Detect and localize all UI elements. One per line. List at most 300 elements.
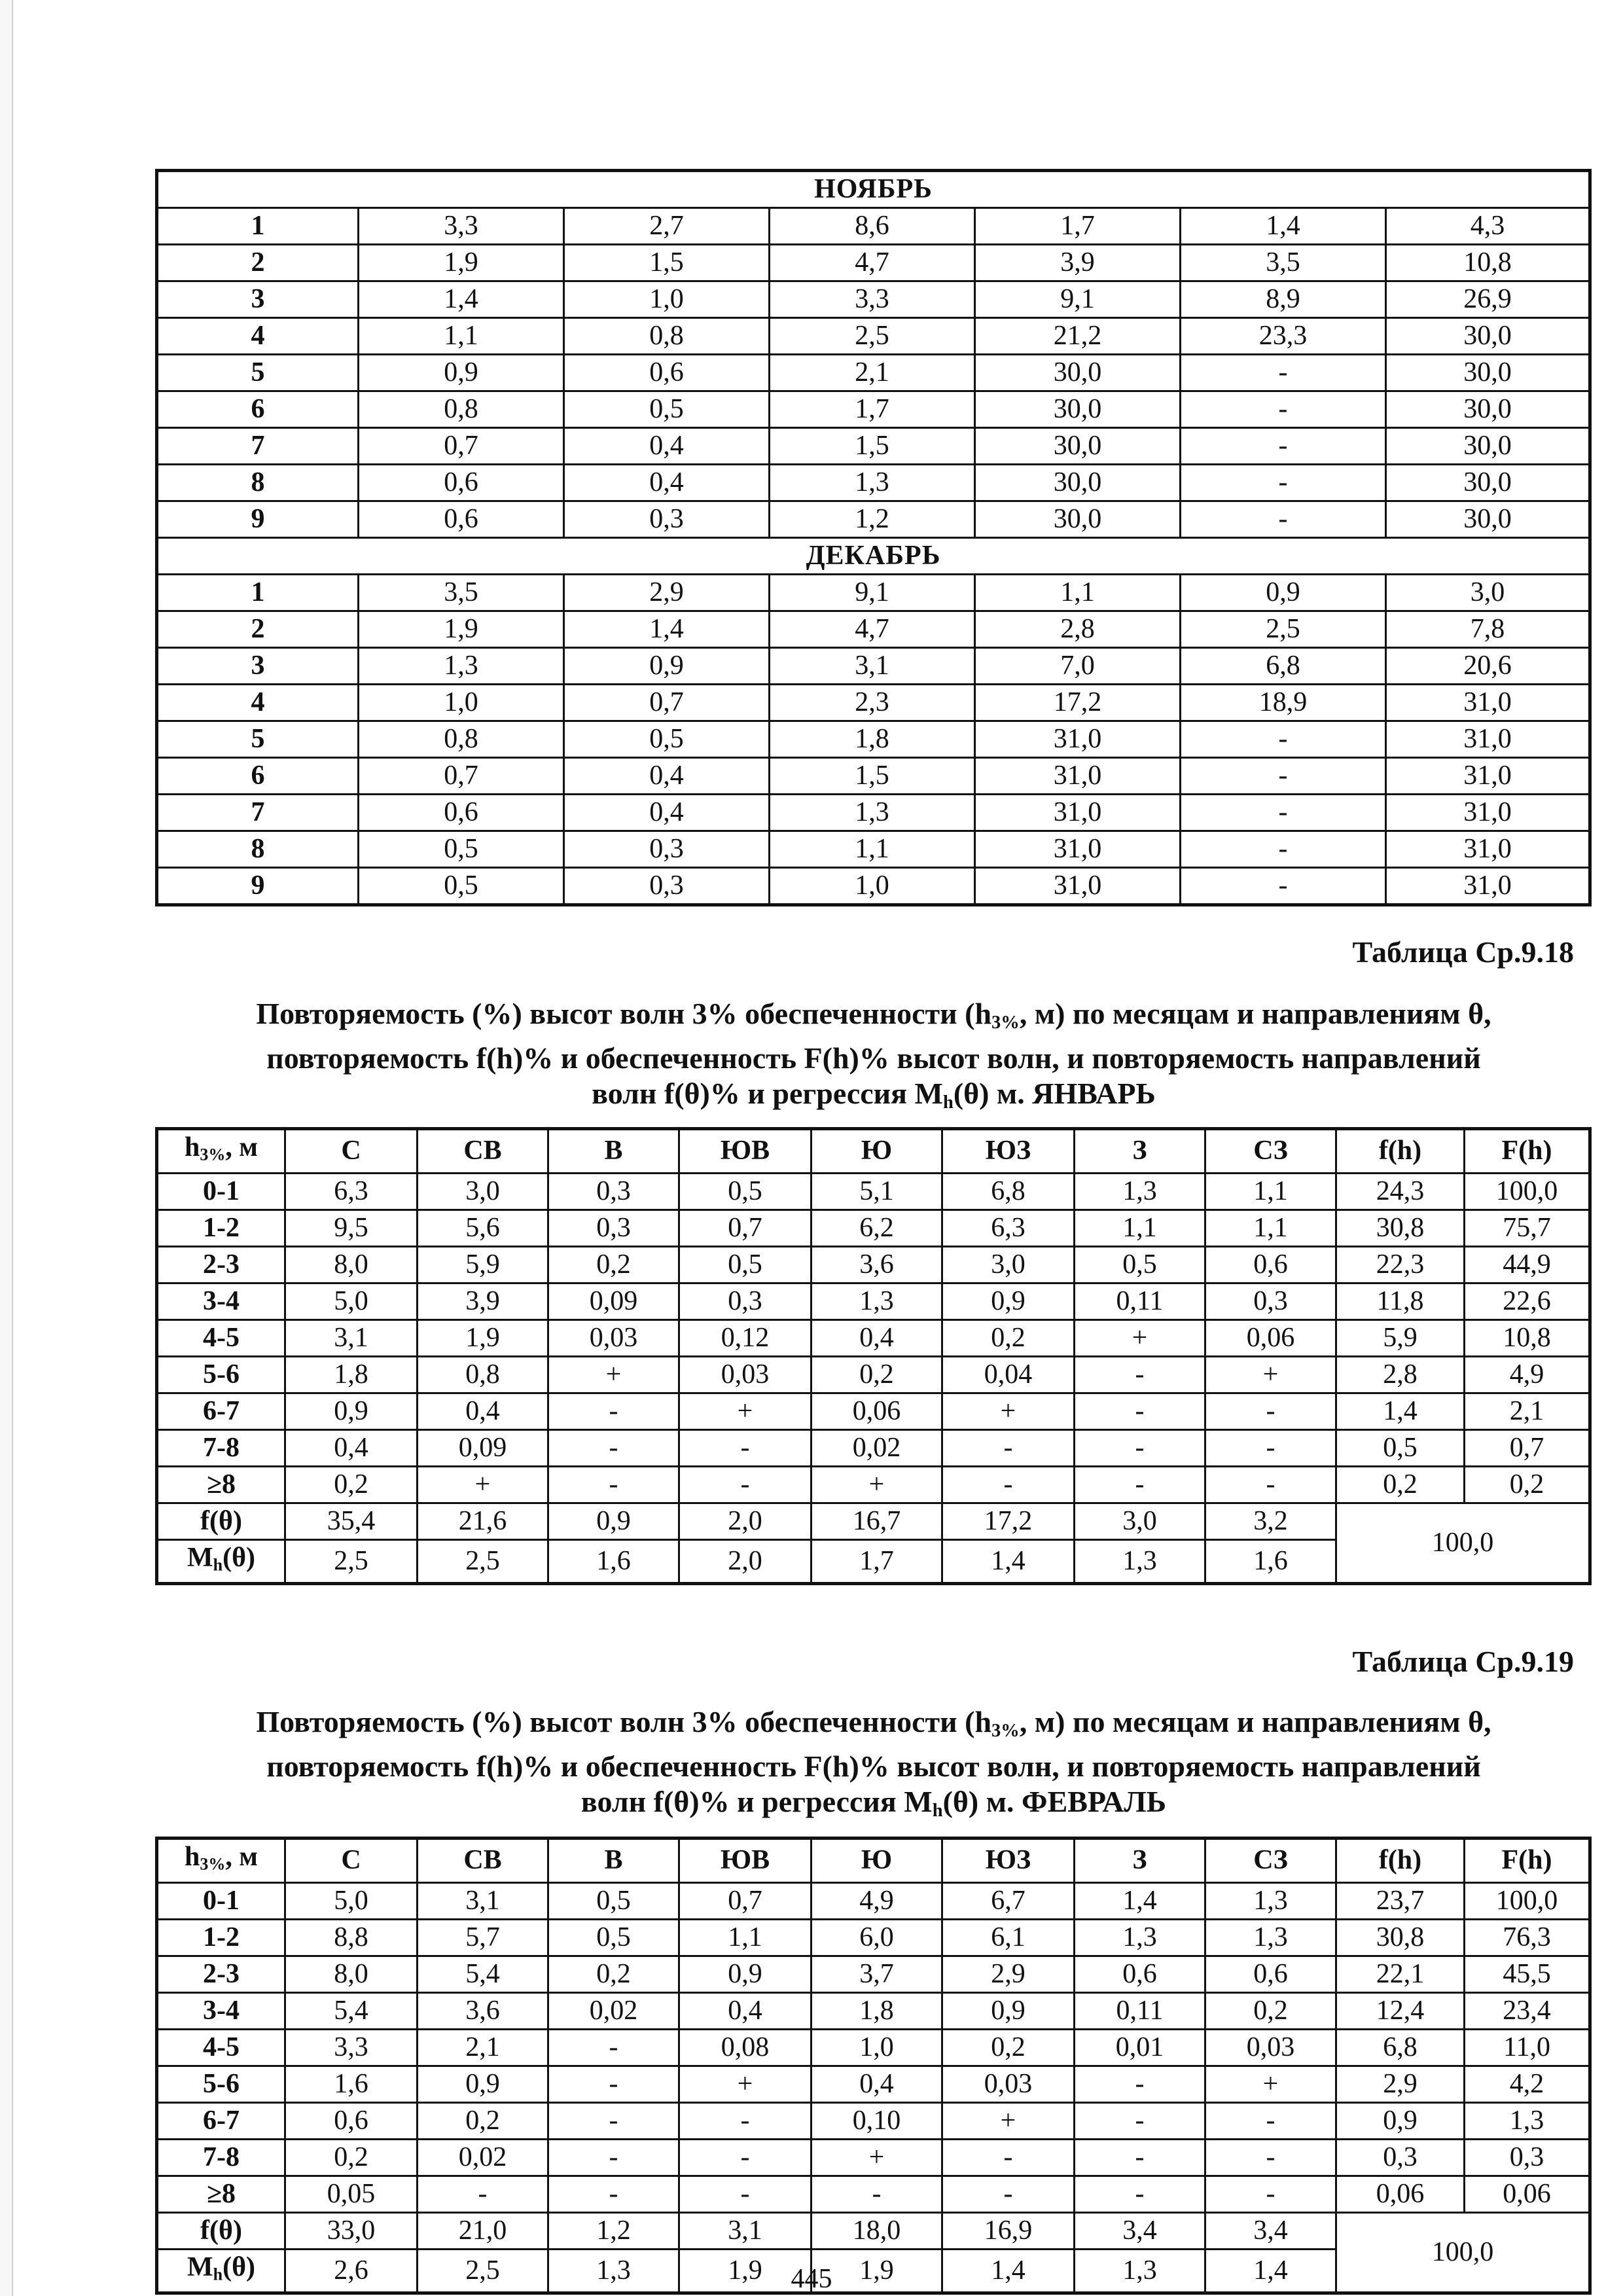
table-cell: 1,9 xyxy=(418,1319,548,1356)
table-cell: - xyxy=(1181,428,1386,465)
table-row xyxy=(157,611,1590,648)
table-cell: 0,6 xyxy=(1205,1956,1336,1992)
table-cell: 1,0 xyxy=(359,685,564,721)
table-cell: 1,0 xyxy=(770,868,975,905)
table-cell: 6,0 xyxy=(812,1919,942,1956)
column-header: З xyxy=(1075,1129,1205,1174)
table-cell: + xyxy=(812,1466,942,1503)
column-header: Ю xyxy=(812,1129,942,1174)
table-cell: 0,01 xyxy=(1075,2029,1205,2066)
table-cell: 31,0 xyxy=(975,831,1181,868)
table-cell: 0,4 xyxy=(418,1393,548,1429)
table-cell: 5,0 xyxy=(285,1882,418,1919)
row-index: 4 xyxy=(157,318,359,355)
table-cell: 0,8 xyxy=(359,391,564,428)
table-cell: 0,08 xyxy=(679,2029,812,2066)
table-cell: - xyxy=(1075,2102,1205,2139)
table-cell: 1,0 xyxy=(812,2029,942,2066)
column-header: f(h) xyxy=(1336,1839,1465,1883)
table-cell: 2,5 xyxy=(418,2249,548,2293)
table-cell: 0,7 xyxy=(679,1882,812,1919)
table-cell: 33,0 xyxy=(285,2212,418,2249)
f-theta-row xyxy=(157,1503,1590,1539)
table-cell: 16,9 xyxy=(942,2212,1075,2249)
table-cell: 30,0 xyxy=(1386,465,1590,501)
header-h3: $h_{3\%}$, м xyxy=(157,1839,285,1883)
table-row xyxy=(157,465,1590,501)
row-index: 8 xyxy=(157,831,359,868)
table-row xyxy=(157,2139,1590,2176)
table-cell: - xyxy=(548,2176,679,2212)
table-cell: - xyxy=(1181,721,1386,758)
table-cell: 9,1 xyxy=(770,575,975,611)
table-cell: 1,8 xyxy=(770,721,975,758)
table-cell: + xyxy=(679,2066,812,2102)
table-cell: 23,3 xyxy=(1181,318,1386,355)
table-cell: - xyxy=(548,2029,679,2066)
table-cell: 3,1 xyxy=(285,1319,418,1356)
table-cell: 1,4 xyxy=(1336,1393,1465,1429)
table-cell: 2,5 xyxy=(770,318,975,355)
table-row xyxy=(157,1246,1590,1283)
table-cell: + xyxy=(942,1393,1075,1429)
row-index: 9 xyxy=(157,868,359,905)
table-cell: 0,09 xyxy=(548,1283,679,1319)
table-cell: 11,8 xyxy=(1336,1283,1465,1319)
table-cell: 0,7 xyxy=(679,1210,812,1246)
table-cell: 0,9 xyxy=(359,355,564,391)
table-cell: - xyxy=(679,2176,812,2212)
row-index: 6 xyxy=(157,758,359,795)
table-cell: 0,4 xyxy=(812,1319,942,1356)
table-cell: 1,7 xyxy=(812,1539,942,1584)
total-cell: 100,0 xyxy=(1336,2212,1590,2293)
table-cell: - xyxy=(1075,1356,1205,1393)
table-cell: 2,9 xyxy=(942,1956,1075,1992)
table-cell: 0,5 xyxy=(564,721,770,758)
table-cell: 1,5 xyxy=(770,428,975,465)
table-cell: 0,9 xyxy=(418,2066,548,2102)
row-header: ≥8 xyxy=(157,2176,285,2212)
table-cell: 5,1 xyxy=(812,1173,942,1210)
table-cell: 3,0 xyxy=(1386,575,1590,611)
table-cell: 31,0 xyxy=(975,868,1181,905)
table-cell: 1,5 xyxy=(770,758,975,795)
table-cell: 31,0 xyxy=(975,758,1181,795)
table-cell: - xyxy=(1205,1466,1336,1503)
table-cell: 1,3 xyxy=(359,648,564,685)
row-header: 4-5 xyxy=(157,2029,285,2066)
table-cell: 0,5 xyxy=(359,868,564,905)
table-cell: 1,3 xyxy=(1075,1173,1205,1210)
table-row xyxy=(157,355,1590,391)
table-cell: 1,8 xyxy=(812,1992,942,2029)
table-cell: 6,3 xyxy=(285,1173,418,1210)
page-number: 445 xyxy=(791,2264,832,2294)
table-cell: 3,5 xyxy=(1181,245,1386,281)
table-cell: 1,6 xyxy=(548,1539,679,1584)
table-cell: 0,9 xyxy=(1336,2102,1465,2139)
table-cell: 31,0 xyxy=(1386,831,1590,868)
table-cell: + xyxy=(679,1393,812,1429)
table-cell: 30,0 xyxy=(975,355,1181,391)
column-header: СЗ xyxy=(1205,1839,1336,1883)
table-cell: 3,2 xyxy=(1205,1503,1336,1539)
row-index: 1 xyxy=(157,575,359,611)
table-cell: 0,7 xyxy=(564,685,770,721)
table-cell: 76,3 xyxy=(1465,1919,1590,1956)
table-cell: 30,0 xyxy=(1386,501,1590,538)
table-row xyxy=(157,1466,1590,1503)
table-row xyxy=(157,245,1590,281)
month-header-row xyxy=(157,171,1590,208)
row-header: 7-8 xyxy=(157,1429,285,1466)
table-cell: + xyxy=(1075,1319,1205,1356)
table-cell: 0,8 xyxy=(418,1356,548,1393)
table-cell: 0,2 xyxy=(548,1956,679,1992)
table-cell: - xyxy=(679,1429,812,1466)
table-cell: 3,9 xyxy=(418,1283,548,1319)
table-cell: 1,1 xyxy=(1205,1173,1336,1210)
table-9-19-number: Таблица Ср.9.19 xyxy=(1352,1645,1574,1678)
table-cell: - xyxy=(548,2139,679,2176)
table-cell: 22,3 xyxy=(1336,1246,1465,1283)
table-cell: 0,9 xyxy=(548,1503,679,1539)
table-cell: 31,0 xyxy=(975,721,1181,758)
table-cell: 1,4 xyxy=(1181,208,1386,245)
table-cell: 0,4 xyxy=(564,758,770,795)
table-cell: 0,9 xyxy=(942,1992,1075,2029)
table-cell: 0,9 xyxy=(942,1283,1075,1319)
table-cell: 0,9 xyxy=(285,1393,418,1429)
table-cell: - xyxy=(1181,758,1386,795)
table-cell: 0,06 xyxy=(1205,1319,1336,1356)
table-cell: 0,2 xyxy=(942,2029,1075,2066)
table-cell: - xyxy=(1205,1429,1336,1466)
table-cell: 0,8 xyxy=(564,318,770,355)
table-cell: 0,6 xyxy=(1075,1956,1205,1992)
table-cell: - xyxy=(679,2139,812,2176)
column-header: СЗ xyxy=(1205,1129,1336,1174)
row-index: 6 xyxy=(157,391,359,428)
column-header: F(h) xyxy=(1465,1839,1590,1883)
table-cell: 0,5 xyxy=(548,1882,679,1919)
table-cell: 30,0 xyxy=(975,428,1181,465)
table-cell: 3,0 xyxy=(1075,1503,1205,1539)
table-cell: 0,2 xyxy=(285,1466,418,1503)
table-cell: 0,05 xyxy=(285,2176,418,2212)
table-cell: 2,5 xyxy=(1181,611,1386,648)
table-cell: - xyxy=(1075,2139,1205,2176)
table-cell: 2,9 xyxy=(1336,2066,1465,2102)
column-header: ЮЗ xyxy=(942,1129,1075,1174)
table-cell: 1,1 xyxy=(1205,1210,1336,1246)
table-cell: 0,02 xyxy=(812,1429,942,1466)
table-cell: 0,6 xyxy=(564,355,770,391)
table-cell: 0,4 xyxy=(564,428,770,465)
row-index: 1 xyxy=(157,208,359,245)
table-cell: 0,4 xyxy=(564,795,770,831)
table-9-18-number: Таблица Ср.9.18 xyxy=(1352,935,1574,969)
table-cell: 5,0 xyxy=(285,1283,418,1319)
table-cell: 3,3 xyxy=(285,2029,418,2066)
row-index: 7 xyxy=(157,795,359,831)
f-theta-label: f(θ) xyxy=(157,2212,285,2249)
table-cell: - xyxy=(418,2176,548,2212)
table-cell: 2,9 xyxy=(564,575,770,611)
table-cell: 11,0 xyxy=(1465,2029,1590,2066)
table-cell: 8,9 xyxy=(1181,281,1386,318)
table-cell: 1,4 xyxy=(942,1539,1075,1584)
table-cell: - xyxy=(942,1429,1075,1466)
table-cell: 0,7 xyxy=(1465,1429,1590,1466)
table-cell: 0,12 xyxy=(679,1319,812,1356)
table-cell: 0,3 xyxy=(1205,1283,1336,1319)
table-cell: 0,3 xyxy=(1465,2139,1590,2176)
table-cell: 0,7 xyxy=(359,758,564,795)
table-cell: 0,5 xyxy=(564,391,770,428)
table-row xyxy=(157,575,1590,611)
table-cell: 18,0 xyxy=(812,2212,942,2249)
table-cell: 30,0 xyxy=(1386,428,1590,465)
table-cell: 0,5 xyxy=(1075,1246,1205,1283)
table-cell: 30,0 xyxy=(1386,355,1590,391)
table-cell: 5,7 xyxy=(418,1919,548,1956)
table-cell: 5,4 xyxy=(285,1992,418,2029)
table-cell: 5,9 xyxy=(1336,1319,1465,1356)
table-cell: 0,03 xyxy=(942,2066,1075,2102)
table-cell: - xyxy=(1075,1466,1205,1503)
table-cell: 0,5 xyxy=(548,1919,679,1956)
row-index: 3 xyxy=(157,648,359,685)
table-cell: 1,3 xyxy=(770,795,975,831)
table-cell: 1,4 xyxy=(564,611,770,648)
table-cell: 1,3 xyxy=(770,465,975,501)
table-cell: 1,1 xyxy=(359,318,564,355)
column-header: ЮЗ xyxy=(942,1839,1075,1883)
table-row xyxy=(157,428,1590,465)
table-cell: 10,8 xyxy=(1465,1319,1590,1356)
table-cell: 31,0 xyxy=(975,795,1181,831)
table-cell: 4,3 xyxy=(1386,208,1590,245)
table-cell: 0,8 xyxy=(359,721,564,758)
table-cell: 3,7 xyxy=(812,1956,942,1992)
table-cell: 0,2 xyxy=(418,2102,548,2139)
column-header: f(h) xyxy=(1336,1129,1465,1174)
table-cell: 0,02 xyxy=(418,2139,548,2176)
table-cell: 1,4 xyxy=(1075,1882,1205,1919)
table-cell: 0,6 xyxy=(359,795,564,831)
column-header: В xyxy=(548,1129,679,1174)
table-row xyxy=(157,685,1590,721)
row-header: 2-3 xyxy=(157,1956,285,1992)
table-row xyxy=(157,1356,1590,1393)
table-row xyxy=(157,1210,1590,1246)
table-cell: 0,4 xyxy=(285,1429,418,1466)
table-cell: + xyxy=(418,1466,548,1503)
table-cell: 44,9 xyxy=(1465,1246,1590,1283)
table-9-19 xyxy=(155,1837,1592,2295)
table-row xyxy=(157,2066,1590,2102)
table-cell: 6,2 xyxy=(812,1210,942,1246)
table-cell: 7,0 xyxy=(975,648,1181,685)
table-row xyxy=(157,318,1590,355)
table-cell: 2,5 xyxy=(418,1539,548,1584)
table-cell: 100,0 xyxy=(1465,1882,1590,1919)
table-cell: 6,8 xyxy=(942,1173,1075,1210)
table-cell: + xyxy=(1205,1356,1336,1393)
table-row xyxy=(157,1919,1590,1956)
table-row xyxy=(157,1283,1590,1319)
column-header: ЮВ xyxy=(679,1129,812,1174)
table-cell: 0,10 xyxy=(812,2102,942,2139)
table-cell: 1,5 xyxy=(564,245,770,281)
table-cell: 1,9 xyxy=(812,2249,942,2293)
row-index: 3 xyxy=(157,281,359,318)
table-row xyxy=(157,831,1590,868)
table-cell: 1,1 xyxy=(975,575,1181,611)
table-cell: 0,9 xyxy=(564,648,770,685)
table-cell: 1,8 xyxy=(285,1356,418,1393)
table-cell: 2,1 xyxy=(770,355,975,391)
table-cell: 1,3 xyxy=(1205,1882,1336,1919)
table-cell: 1,3 xyxy=(1205,1919,1336,1956)
table-cell: 5,9 xyxy=(418,1246,548,1283)
header-row xyxy=(157,1129,1590,1174)
table-cell: 0,2 xyxy=(548,1246,679,1283)
table-cell: 30,0 xyxy=(975,501,1181,538)
row-header: 3-4 xyxy=(157,1992,285,2029)
total-cell: 100,0 xyxy=(1336,1503,1590,1584)
column-header: З xyxy=(1075,1839,1205,1883)
table-cell: - xyxy=(1205,1393,1336,1429)
table-cell: - xyxy=(1181,831,1386,868)
table-cell: 2,5 xyxy=(285,1539,418,1584)
table-cell: 6,8 xyxy=(1181,648,1386,685)
table-cell: 2,7 xyxy=(564,208,770,245)
table-cell: 0,4 xyxy=(564,465,770,501)
table-cell: 4,2 xyxy=(1465,2066,1590,2102)
table-cell: 0,02 xyxy=(548,1992,679,2029)
table-cell: 0,9 xyxy=(1181,575,1386,611)
table-9-18 xyxy=(155,1127,1592,1585)
row-header: 7-8 xyxy=(157,2139,285,2176)
row-header: 6-7 xyxy=(157,2102,285,2139)
table-cell: - xyxy=(812,2176,942,2212)
header-h3: $h_{3\%}$, м xyxy=(157,1129,285,1174)
table-cell: 1,9 xyxy=(359,245,564,281)
row-header: 5-6 xyxy=(157,1356,285,1393)
table-cell: 2,1 xyxy=(418,2029,548,2066)
table-cell: 1,3 xyxy=(1465,2102,1590,2139)
m-theta-label: $M_h(\theta)$ xyxy=(157,2249,285,2293)
table-cell: 30,0 xyxy=(1386,318,1590,355)
table-cell: 2,1 xyxy=(1465,1393,1590,1429)
table-cell: 0,2 xyxy=(1205,1992,1336,2029)
table-cell: 30,8 xyxy=(1336,1210,1465,1246)
table-cell: 1,3 xyxy=(812,1283,942,1319)
month-title: НОЯБРЬ xyxy=(157,171,1590,208)
row-header: 1-2 xyxy=(157,1919,285,1956)
table-cell: 8,8 xyxy=(285,1919,418,1956)
table-cell: 3,1 xyxy=(679,2212,812,2249)
table-cell: 0,3 xyxy=(548,1210,679,1246)
table-9-19-caption: Повторяемость (%) высот волн 3% обеспеченности ($h_{3\%}$, м) по месяцам и направлениям θ, повторяемость f(h)% и обеспеченность F(h)% высот волн, и повторяемость направлений волн f(θ)% и регрессия $M_h(\theta)$ м. ФЕВРАЛЬ xyxy=(256,1705,1491,1821)
table-cell: 31,0 xyxy=(1386,685,1590,721)
table-cell: 21,0 xyxy=(418,2212,548,2249)
table-cell: - xyxy=(548,2102,679,2139)
table-cell: 8,0 xyxy=(285,1246,418,1283)
table-cell: 0,3 xyxy=(679,1283,812,1319)
table-cell: 22,1 xyxy=(1336,1956,1465,1992)
column-header: С xyxy=(285,1839,418,1883)
table-cell: 30,8 xyxy=(1336,1919,1465,1956)
row-header: 4-5 xyxy=(157,1319,285,1356)
table-cell: - xyxy=(1205,2102,1336,2139)
table-cell: - xyxy=(1075,1393,1205,1429)
table-cell: 0,7 xyxy=(359,428,564,465)
table-cell: 30,0 xyxy=(975,465,1181,501)
table-cell: 0,2 xyxy=(942,1319,1075,1356)
table-cell: 1,4 xyxy=(942,2249,1075,2293)
table-cell: 5,6 xyxy=(418,1210,548,1246)
table-cell: - xyxy=(679,2102,812,2139)
table-row xyxy=(157,1319,1590,1356)
table-cell: 1,3 xyxy=(548,2249,679,2293)
table-row xyxy=(157,1173,1590,1210)
table-cell: 6,3 xyxy=(942,1210,1075,1246)
table-cell: - xyxy=(942,2139,1075,2176)
table-cell: 0,6 xyxy=(359,465,564,501)
table-cell: - xyxy=(1205,2176,1336,2212)
table-cell: 21,2 xyxy=(975,318,1181,355)
table-row xyxy=(157,795,1590,831)
table-cell: 2,8 xyxy=(975,611,1181,648)
table-cell: 23,7 xyxy=(1336,1882,1465,1919)
row-header: 3-4 xyxy=(157,1283,285,1319)
table-row xyxy=(157,281,1590,318)
table-nov-dec xyxy=(155,169,1592,906)
table-cell: + xyxy=(942,2102,1075,2139)
table-cell: 0,3 xyxy=(1336,2139,1465,2176)
row-header: 0-1 xyxy=(157,1173,285,1210)
table-cell: 6,1 xyxy=(942,1919,1075,1956)
table-cell: 75,7 xyxy=(1465,1210,1590,1246)
column-header: СВ xyxy=(418,1839,548,1883)
table-cell: 24,3 xyxy=(1336,1173,1465,1210)
table-cell: 0,2 xyxy=(1336,1466,1465,1503)
table-row xyxy=(157,391,1590,428)
row-header: 2-3 xyxy=(157,1246,285,1283)
m-theta-label: $M_h(\theta)$ xyxy=(157,1539,285,1584)
table-cell: 0,09 xyxy=(418,1429,548,1466)
table-cell: 1,3 xyxy=(1075,2249,1205,2293)
scan-margin xyxy=(0,0,13,2296)
table-row xyxy=(157,208,1590,245)
row-header: 6-7 xyxy=(157,1393,285,1429)
table-cell: 1,2 xyxy=(770,501,975,538)
table-cell: 10,8 xyxy=(1386,245,1590,281)
row-index: 5 xyxy=(157,721,359,758)
table-row xyxy=(157,2102,1590,2139)
table-cell: 4,9 xyxy=(1465,1356,1590,1393)
table-cell: - xyxy=(1181,868,1386,905)
table-cell: 16,7 xyxy=(812,1503,942,1539)
table-cell: - xyxy=(1075,2176,1205,2212)
row-header: 1-2 xyxy=(157,1210,285,1246)
table-cell: 0,06 xyxy=(1465,2176,1590,2212)
table-cell: 6,7 xyxy=(942,1882,1075,1919)
